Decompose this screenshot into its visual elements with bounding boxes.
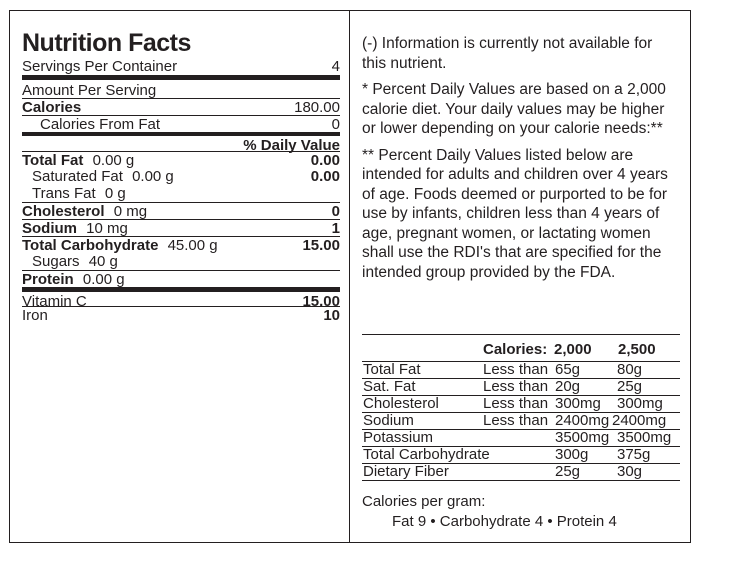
total-carbohydrate-row — [22, 236, 340, 253]
vitamin-c-label: Vitamin C — [22, 293, 87, 310]
sugars-label: Sugars — [32, 253, 80, 270]
calories-per-gram — [362, 492, 617, 532]
table-row — [362, 362, 680, 379]
row-name: Cholesterol — [363, 395, 439, 412]
saturated-fat-label: Saturated Fat — [32, 168, 123, 185]
row-value-2000: 65g — [555, 361, 581, 378]
cholesterol-amount: 0 mg — [113, 203, 148, 220]
row-name: Sodium — [363, 412, 414, 429]
table-row — [362, 413, 680, 430]
row-qualifier: Less than — [483, 361, 549, 378]
row-name: Total Fat — [363, 361, 421, 378]
row-value-2000: 2400mg — [555, 412, 610, 429]
cholesterol-label: Cholesterol — [22, 203, 105, 220]
trans-fat-row — [22, 185, 340, 202]
table-row — [362, 430, 680, 447]
panel-divider — [349, 10, 350, 543]
trans-fat-amount: 0 g — [104, 185, 126, 202]
calories-row — [22, 98, 340, 115]
total-fat-amount: 0.00 g — [92, 152, 135, 169]
calories-from-fat-row — [22, 115, 340, 132]
iron-label: Iron — [22, 307, 48, 324]
row-qualifier: Less than — [483, 378, 549, 395]
row-value-2000: 300mg — [555, 395, 601, 412]
daily-value-header-row — [22, 132, 340, 154]
total-carbohydrate-dv: 15.00 — [302, 237, 340, 254]
trans-fat-label: Trans Fat — [32, 185, 96, 202]
protein-row — [22, 270, 340, 287]
row-qualifier: Less than — [483, 412, 549, 429]
saturated-fat-amount: 0.00 g — [132, 168, 174, 185]
row-value-2000: 300g — [555, 446, 589, 463]
daily-values-note: * Percent Daily Values are based on a 2,000 calorie diet. Your daily values may be higher or lower depending on your calorie needs:** — [362, 81, 666, 137]
adults-children-note: ** Percent Daily Values listed below are intended for adults and children over 4 years of age. Foods deemed or purported to be for use by infants, children less than 4 years of age, pregnant women, or lactating women shall use the RDI's that are specified for the intended group provided by the FDA. — [362, 146, 668, 281]
calories-2000-header: 2,000 — [554, 341, 592, 358]
servings-label: Servings Per Container — [22, 58, 178, 75]
row-value-2500: 25g — [617, 378, 643, 395]
sugars-amount: 40 g — [88, 253, 118, 270]
protein-amount: 0.00 g — [82, 271, 125, 288]
calories-per-gram-values: Fat 9 • Carbohydrate 4 • Protein 4 — [392, 513, 617, 530]
row-value-2500: 30g — [617, 463, 643, 480]
row-name: Total Carbohydrate — [363, 446, 490, 463]
row-value-2000: 25g — [555, 463, 581, 480]
sodium-amount: 10 mg — [86, 220, 128, 237]
amount-per-serving-label: Amount Per Serving — [22, 82, 157, 99]
row-name: Dietary Fiber — [363, 463, 449, 480]
row-name: Sat. Fat — [363, 378, 416, 395]
row-value-2500: 300mg — [617, 395, 663, 412]
iron-value: 10 — [323, 307, 340, 324]
cholesterol-row — [22, 202, 340, 219]
sodium-dv: 1 — [331, 220, 340, 237]
calories-label: Calories — [22, 99, 82, 116]
row-value-2000: 3500mg — [555, 429, 610, 446]
cholesterol-dv: 0 — [331, 203, 340, 220]
calories-from-fat-label: Calories From Fat — [40, 116, 161, 133]
vitamin-c-row — [22, 287, 340, 310]
saturated-fat-dv: 0.00 — [310, 168, 340, 185]
row-qualifier: Less than — [483, 395, 549, 412]
calories-header-label: Calories: — [483, 341, 548, 358]
sodium-row — [22, 219, 340, 236]
calories-per-gram-label: Calories per gram: — [362, 493, 486, 510]
amount-per-serving-row — [22, 75, 340, 98]
protein-label: Protein — [22, 271, 74, 288]
calories-from-fat-value: 0 — [331, 116, 340, 133]
total-fat-dv: 0.00 — [310, 152, 340, 169]
total-carbohydrate-amount: 45.00 g — [167, 237, 218, 254]
sugars-row — [22, 253, 340, 270]
table-row — [362, 396, 680, 413]
daily-value-table-header — [362, 334, 680, 362]
total-fat-row — [22, 151, 340, 168]
calories-value: 180.00 — [294, 99, 340, 116]
row-value-2500: 2400mg — [612, 412, 667, 429]
calories-2500-header: 2,500 — [618, 341, 656, 358]
daily-value-header: % Daily Value — [243, 137, 340, 154]
daily-value-table — [362, 334, 680, 481]
saturated-fat-row — [22, 168, 340, 185]
table-row — [362, 464, 680, 481]
table-row — [362, 379, 680, 396]
servings-row — [22, 58, 340, 75]
row-value-2500: 375g — [617, 446, 651, 463]
sodium-label: Sodium — [22, 220, 77, 237]
row-name: Potassium — [363, 429, 434, 446]
table-row — [362, 447, 680, 464]
total-fat-label: Total Fat — [22, 152, 84, 169]
row-value-2500: 80g — [617, 361, 643, 378]
nutrition-facts-panel — [22, 28, 340, 323]
row-value-2500: 3500mg — [617, 429, 672, 446]
row-value-2000: 20g — [555, 378, 581, 395]
iron-row — [22, 306, 340, 323]
footnotes-panel — [362, 34, 680, 289]
total-carbohydrate-label: Total Carbohydrate — [22, 237, 159, 254]
nutrition-facts-title: Nutrition Facts — [22, 29, 191, 57]
vitamin-c-value: 15.00 — [302, 293, 340, 310]
servings-value: 4 — [331, 58, 340, 75]
not-available-note: (-) Information is currently not available for this nutrient. — [362, 35, 653, 72]
